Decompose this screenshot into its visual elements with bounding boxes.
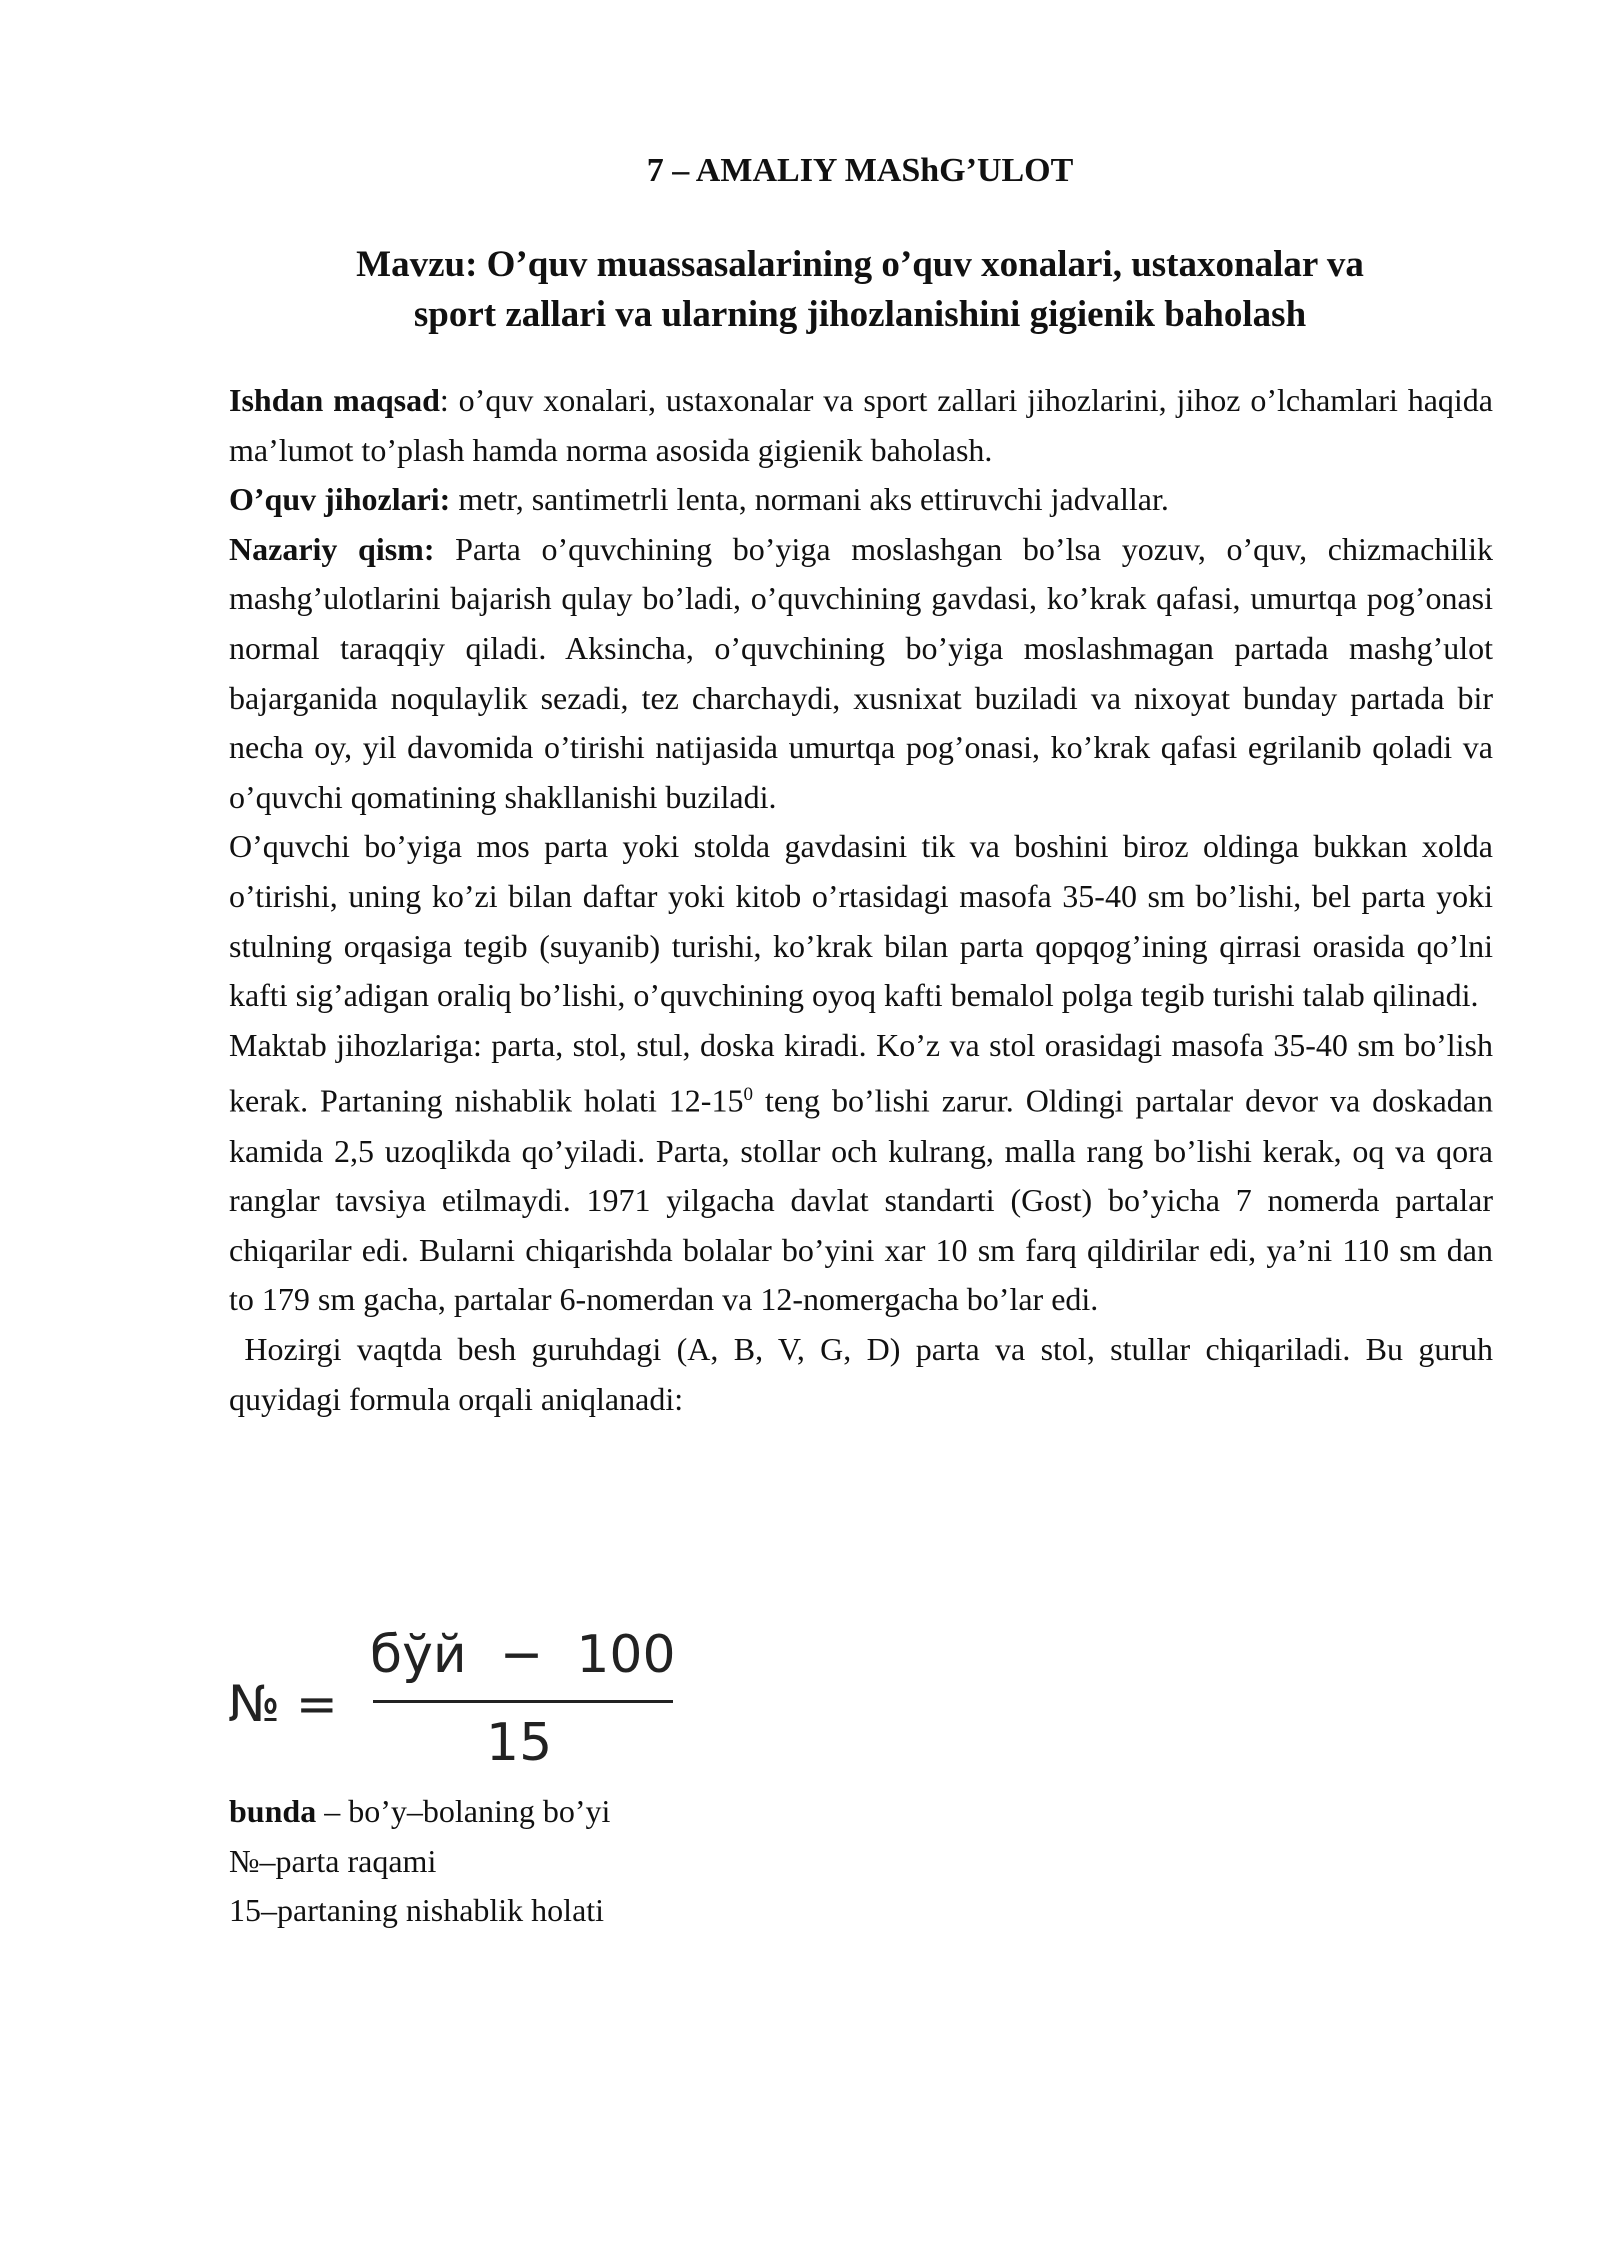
theory-text: Parta o’quvchining bo’yiga moslashgan bo’lsa yozuv, o’quv, chizmachilik mashg’ulotlarini bajarish qulay bo’ladi, o’quvchining gavdasi, ko’krak qafasi, umurtqa pog’onasi normal taraqqiy qiladi. Aksincha, o’quvchining bo’yiga moslashmagan partada mashg’ulot bajarganida noqulaylik sezadi, tez charchaydi, xusnixat buziladi va nixoyat bunday partada bir necha oy, yil davomida o’tirishi natijasida umurtqa pog’onasi, ko’krak qafasi egrilanib qoladi va o’quvchi qomatining shakllanishi buziladi. xyxy=(229,530,1494,815)
equipment-paragraph xyxy=(229,475,1493,525)
legend-line-2: №–parta raqami xyxy=(229,1842,437,1879)
theory-label: Nazariy qism: xyxy=(229,530,435,567)
legend-bunda-label: bunda xyxy=(229,1793,317,1829)
legend-line-3: 15–partaning nishablik holati xyxy=(229,1892,605,1929)
body-text xyxy=(229,376,1502,1424)
degree-superscript: 0 xyxy=(743,1084,753,1106)
groups-paragraph: Hozirgi vaqtda besh guruhdagi (A, B, V, G, D) parta va stol, stullar chiqariladi. Bu guruh quyidagi formula orqali aniqlanadi: xyxy=(229,1330,1502,1417)
goal-text: : o’quv xonalari, ustaxonalar va sport zallari jihozlarini, jihoz o’lchamlari haqida ma’lumot to’plash hamda norma asosida gigienik baholash. xyxy=(229,382,1494,468)
formula-lhs: № = xyxy=(228,1675,338,1733)
theory-paragraph xyxy=(229,525,1493,823)
topic-heading xyxy=(0,240,1600,340)
fraction-bar xyxy=(373,1700,673,1703)
posture-paragraph: O’quvchi bo’yiga mos parta yoki stolda gavdasini tik va boshini biroz oldinga bukkan xolda o’tirishi, uning ko’zi bilan daftar yoki kitob o’rtasidagi masofa 35-40 sm bo’lishi, bel parta yoki stulning orqasiga tegib (suyanib) turishi, ko’krak bilan parta qopqog’ining qirrasi orasida qo’lni kafti sig’adigan oraliq bo’lishi, o’quvchining oyoq kafti bemalol polga tegib turishi talab qilinadi. xyxy=(229,828,1493,1014)
equipment-text: metr, santimetrli lenta, normani aks ettiruvchi jadvallar. xyxy=(450,481,1169,518)
equipment-label: O’quv jihozlari: xyxy=(229,481,451,518)
legend-bunda-text: – bo’y–bolaning bo’yi xyxy=(316,1793,611,1829)
topic-line-2: sport zallari va ularning jihozlanishini gigienik baholash xyxy=(413,294,1307,335)
legend-line-1 xyxy=(229,1787,610,1837)
school-equipment-paragraph xyxy=(229,1021,1493,1325)
goal-label: Ishdan maqsad xyxy=(229,382,440,418)
topic-line-1: Mavzu: O’quv muassasalarining o’quv xonalari, ustaxonalar va xyxy=(356,244,1364,285)
school-equipment-text-cont: teng bo’lishi zarur. Oldingi partalar devor va doskadan kamida 2,5 uzoqlikda qo’yiladi. Parta, stollar och kulrang, malla rang bo’lishi kerak, oq va qora ranglar tavsiya etilmaydi. 1971 yilgacha davlat standarti (Gost) bo’yicha 7 nomerda partalar chiqarilar edi. Bularni chiqarishda bolalar bo’yini xar 10 sm farq qildirilar edi, ya’ni 110 sm dan to 179 sm gacha, partalar 6-nomerdan va 12-nomergacha bo’lar edi. xyxy=(229,1082,1494,1318)
formula-denominator: 15 xyxy=(486,1713,553,1773)
formula-legend xyxy=(229,1787,610,1936)
school-equipment-text: Maktab jihozlariga: parta, stol, stul, doska kiradi. Ko’z va stol orasidagi masofa 35-40 sm bo’lish kerak. Partaning nishablik holati 12-15 xyxy=(229,1026,1493,1119)
lesson-title: 7 – AMALIY MAShG’ULOT xyxy=(646,152,1074,189)
goal-paragraph xyxy=(229,376,1493,475)
formula-numerator: бўй − 100 xyxy=(370,1625,676,1685)
desk-number-formula xyxy=(228,1625,688,1775)
